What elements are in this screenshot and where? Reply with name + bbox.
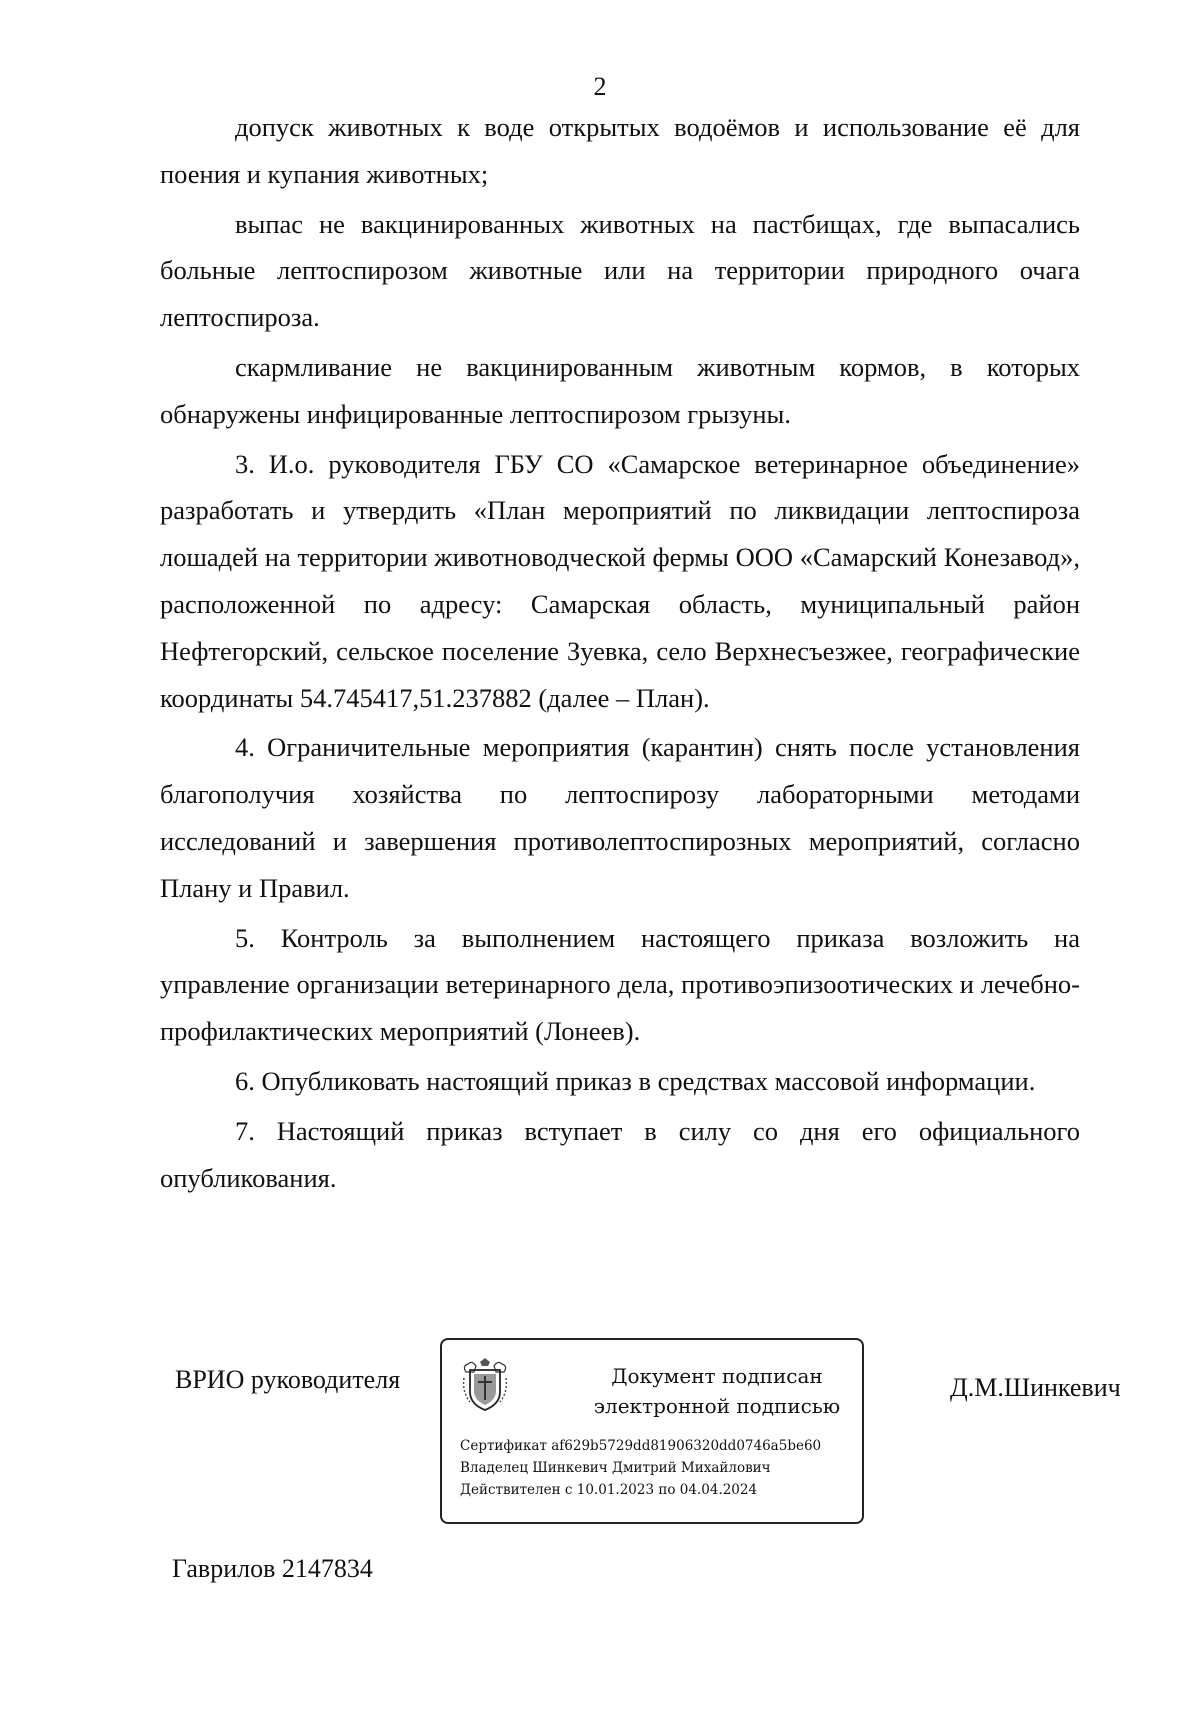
document-body	[160, 104, 1080, 1204]
stamp-title-line2: электронной подписью	[593, 1394, 841, 1418]
stamp-owner: Владелец Шинкевич Дмитрий Михайлович	[460, 1460, 771, 1476]
paragraph-item-3: 3. И.о. руководителя ГБУ СО «Самарское ветеринарное объединение» разработать и утвердить «План мероприятий по ликвидации лептоспироза лошадей на территории животноводческой фермы ООО «Самарский Конезавод», расположенной по адресу: Самарская область, муниципальный район Нефтегорский, сельское поселение Зуевка, село Верхнесъезжее, географические координаты 54.745417,51.237882 (далее – План).	[160, 448, 1080, 713]
signer-name: Д.М.Шинкевич	[950, 1373, 1121, 1402]
electronic-signature-stamp	[440, 1338, 864, 1524]
coat-of-arms-icon	[460, 1358, 510, 1414]
paragraph-item-6: 6. Опубликовать настоящий приказ в средствах массовой информации.	[235, 1065, 1036, 1096]
executor-note: Гаврилов 2147834	[172, 1554, 373, 1583]
paragraph-item-5: 5. Контроль за выполнением настоящего приказа возложить на управление организации ветеринарного дела, противоэпизоотических и лечебно-профилактических мероприятий (Лонеев).	[160, 922, 1080, 1047]
stamp-validity: Действителен с 10.01.2023 по 04.04.2024	[460, 1482, 758, 1498]
paragraph-item-4: 4. Ограничительные мероприятия (карантин) снять после установления благополучия хозяйства по лептоспирозу лабораторными методами исследований и завершения противолептоспирозных мероприятий, согласно Плану и Правил.	[160, 732, 1080, 903]
paragraph-water-access: допуск животных к воде открытых водоёмов и использование её для поения и купания животных;	[160, 112, 1080, 189]
stamp-title-line1: Документ подписан	[611, 1364, 823, 1388]
paragraph-grazing: выпас не вакцинированных животных на пастбищах, где выпасались больные лептоспирозом животные или на территории природного очага лептоспироза.	[160, 208, 1080, 333]
page-number: 2	[593, 72, 607, 101]
paragraph-feeding: скармливание не вакцинированным животным кормов, в которых обнаружены инфицированные лептоспирозом грызуны.	[160, 351, 1080, 429]
paragraph-item-7: 7. Настоящий приказ вступает в силу со дня его официального опубликования.	[160, 1115, 1080, 1193]
stamp-certificate: Сертификат af629b5729dd81906320dd0746a5be60	[460, 1438, 822, 1454]
signer-role: ВРИО руководителя	[175, 1365, 401, 1394]
